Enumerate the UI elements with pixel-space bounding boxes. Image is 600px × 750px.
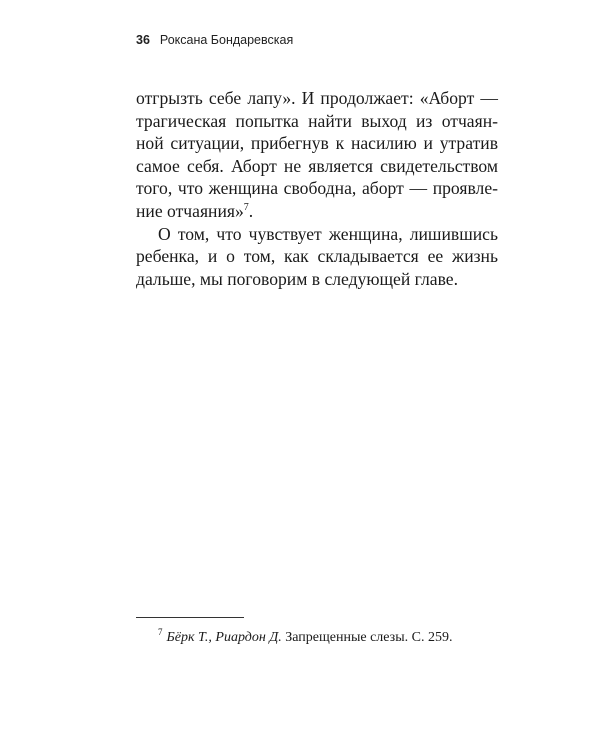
footnote-authors: Бёрк Т., Риардон Д. <box>166 630 282 645</box>
text-line: того, что женщина свободна, аборт — проявле- <box>136 178 498 199</box>
page-number: 36 <box>136 33 150 47</box>
footnote-title: Запрещенные слезы. С. 259. <box>285 630 453 645</box>
footnote-divider <box>136 617 244 618</box>
text-line: отгрызть себе лапу». И продолжает: «Аборт — <box>136 88 498 108</box>
footnote-marker: 7 <box>158 627 163 637</box>
text-line: дальше, мы поговорим в следующей главе. <box>136 268 458 289</box>
running-head-author: Роксана Бондаревская <box>159 33 294 47</box>
footnote <box>158 627 453 646</box>
footnote-reference: 7 <box>243 201 249 213</box>
text-line: ной ситуации, прибегнув к насилию и утратив <box>136 133 498 154</box>
text-line-fragment: ние отчаяния» <box>136 200 244 221</box>
main-text <box>136 87 498 290</box>
text-line-end: . <box>248 200 254 221</box>
running-head <box>136 33 293 47</box>
text-line: ребенка, и о том, как складывается ее жизнь <box>136 246 498 267</box>
text-line: трагическая попытка найти выход из отчаян- <box>136 110 498 131</box>
text-line: самое себя. Аборт не является свидетельством <box>136 155 498 176</box>
text-line <box>136 200 498 223</box>
text-line: О том, что чувствует женщина, лишившись <box>158 223 498 244</box>
